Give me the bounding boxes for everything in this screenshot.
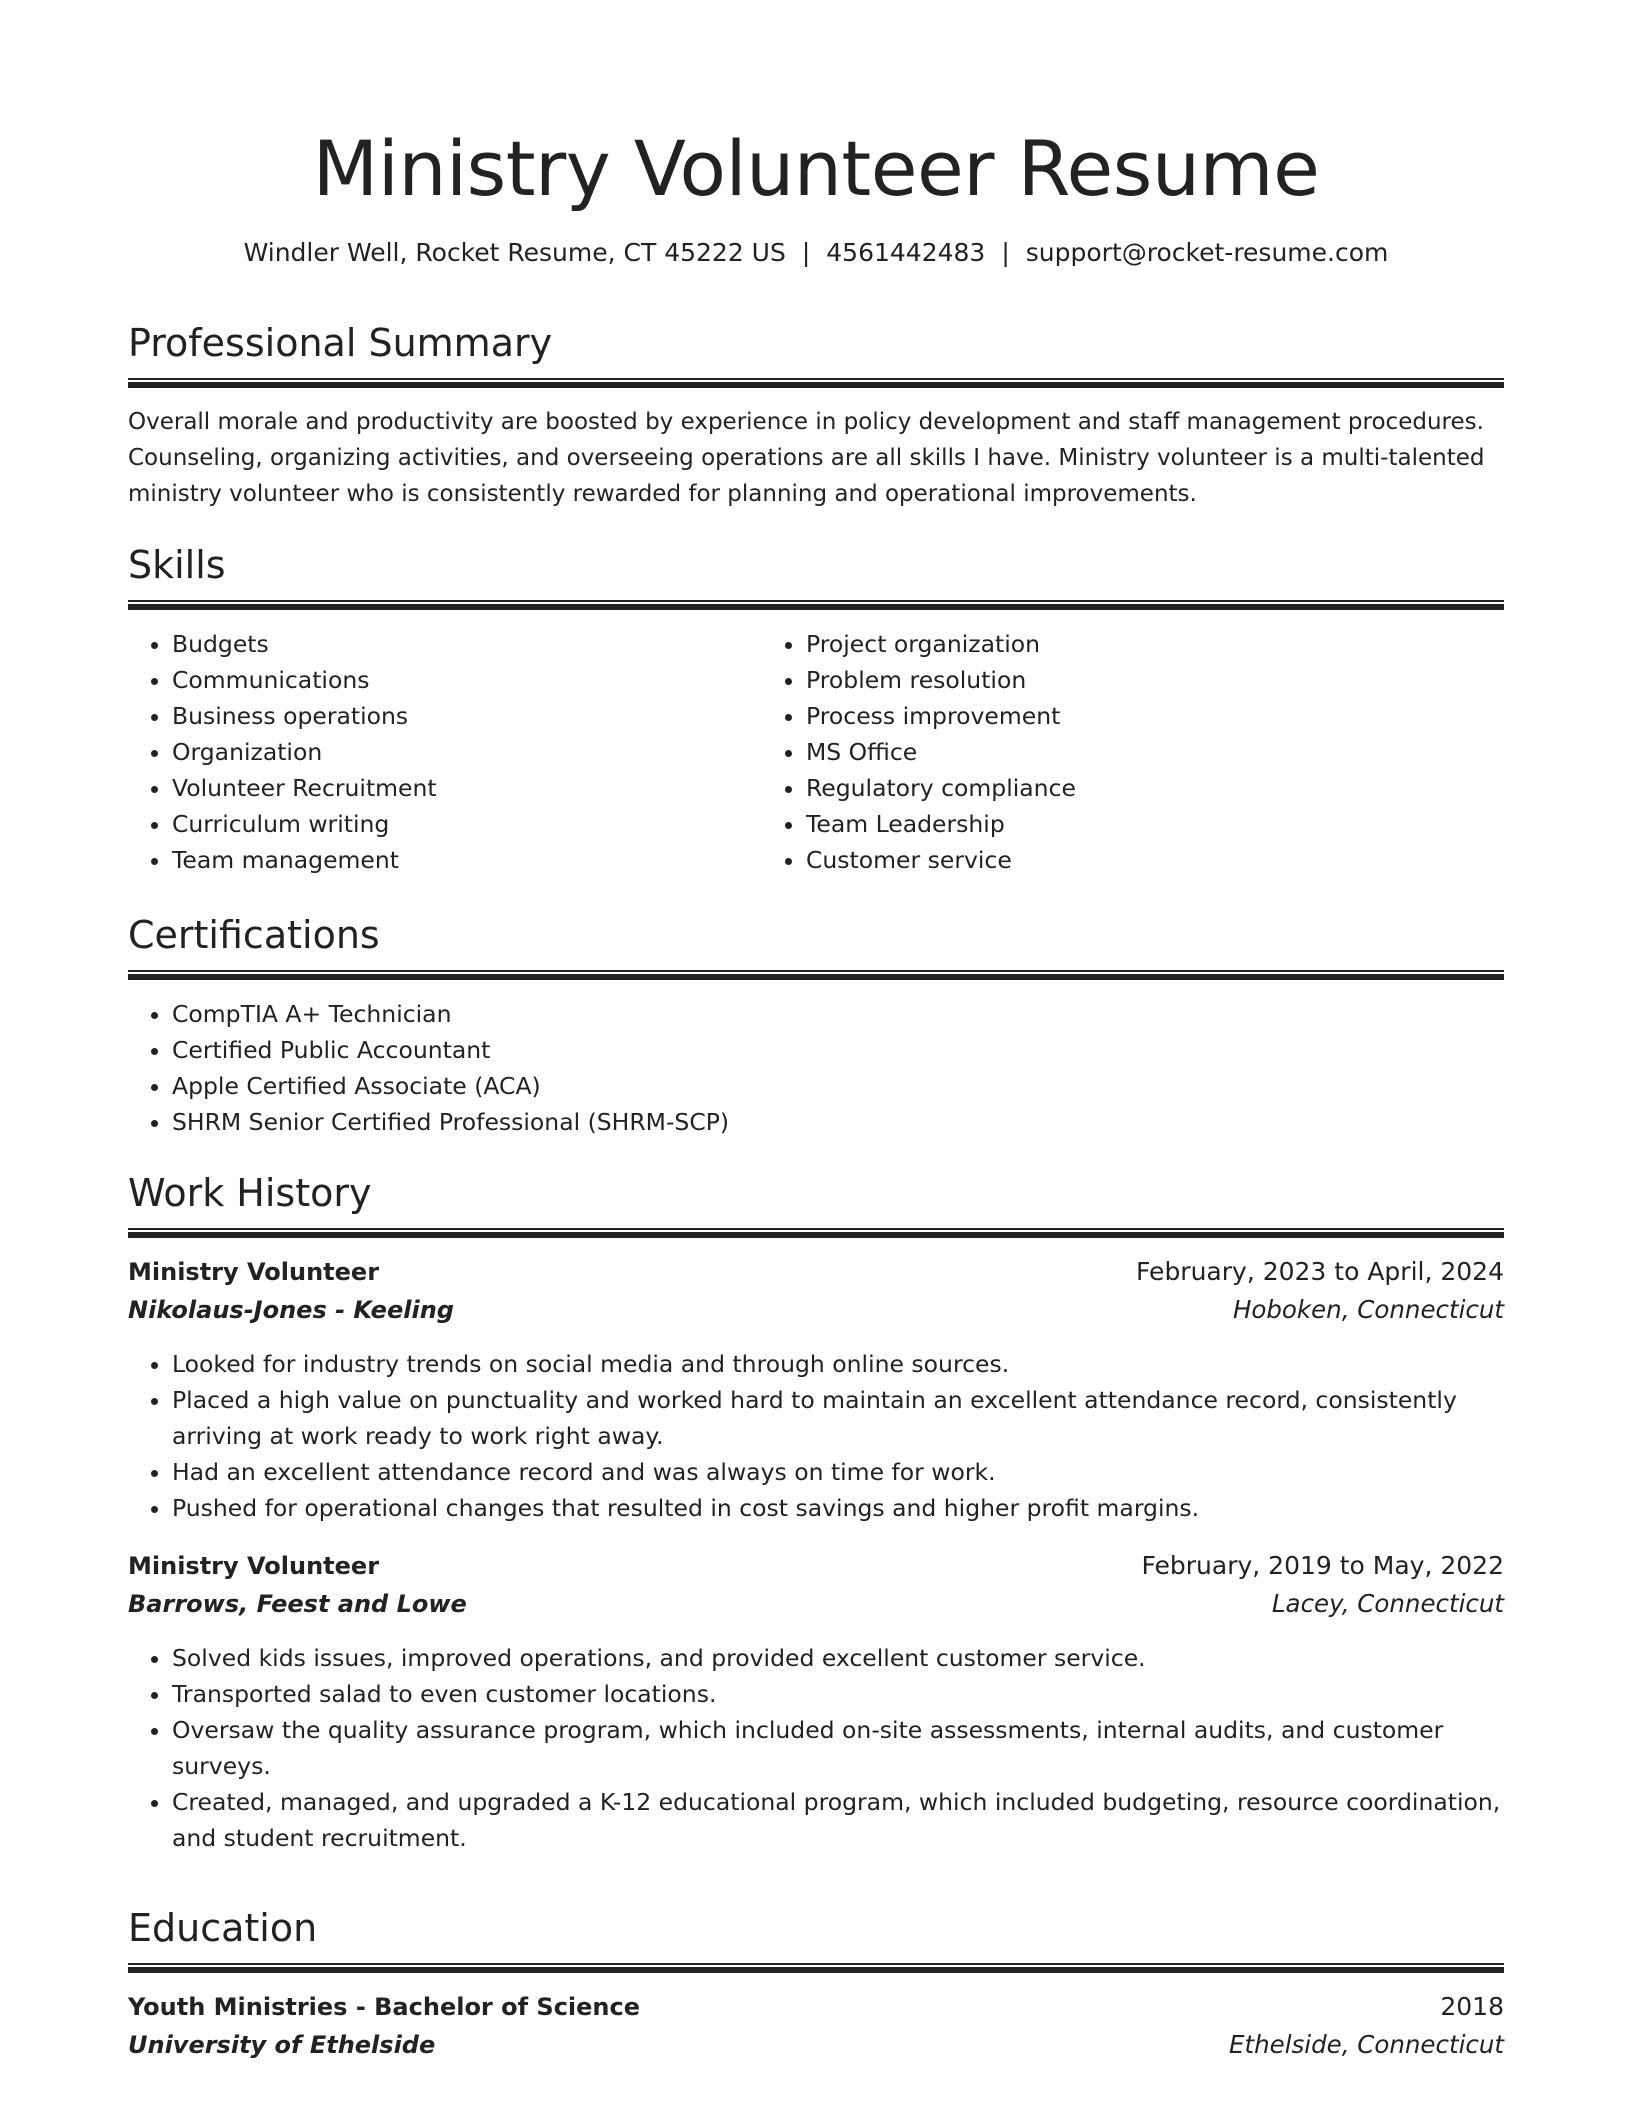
education-school: University of Ethelside [128, 2031, 436, 2059]
education-location: Ethelside, Connecticut [1229, 2030, 1504, 2059]
section-heading-work-history: Work History [128, 1171, 372, 1215]
job-bullet: • Had an excellent attendance record and was always on time for work. [172, 1454, 1504, 1490]
certification-item: • CompTIA A+ Technician [172, 996, 1504, 1032]
section-divider [128, 970, 1504, 980]
skill-item: • Process improvement [806, 698, 1460, 734]
job-title: Ministry Volunteer [128, 1552, 380, 1580]
job-title: Ministry Volunteer [128, 1258, 380, 1286]
contact-address: Windler Well, Rocket Resume, CT 45222 US [243, 238, 786, 267]
job-header-row [128, 1254, 1504, 1290]
skill-item: • Problem resolution [806, 662, 1460, 698]
job-bullets [128, 1640, 1504, 1856]
skill-item: • Communications [172, 662, 762, 698]
job-bullet: • Looked for industry trends on social media and through online sources. [172, 1346, 1504, 1382]
education-degree: Youth Ministries - Bachelor of Science [128, 1993, 641, 2021]
education-header-row [128, 1989, 1504, 2025]
skills-list-left [128, 626, 762, 878]
job-bullet: • Solved kids issues, improved operations, and provided excellent customer service. [172, 1640, 1504, 1676]
skill-item: • Volunteer Recruitment [172, 770, 762, 806]
job-bullet: • Created, managed, and upgraded a K-12 educational program, which included budgeting, resource coordination, and student recruitment. [172, 1784, 1504, 1856]
skill-item: • Budgets [172, 626, 762, 662]
section-divider [128, 1228, 1504, 1238]
job-company-row [128, 1290, 1504, 1330]
contact-phone: 4561442483 [826, 238, 986, 267]
job-dates: February, 2019 to May, 2022 [1141, 1551, 1504, 1580]
education-section [128, 1903, 1504, 2065]
resume-title: Ministry Volunteer Resume [312, 124, 1320, 213]
job-company-row [128, 1584, 1504, 1624]
job-bullet: • Pushed for operational changes that resulted in cost savings and higher profit margins. [172, 1490, 1504, 1526]
skills-column-left [128, 626, 762, 878]
skill-item: • Curriculum writing [172, 806, 762, 842]
certifications-section [128, 910, 1504, 1140]
job-bullets [128, 1346, 1504, 1526]
job-location: Lacey, Connecticut [1271, 1589, 1504, 1618]
job-bullet: • Placed a high value on punctuality and worked hard to maintain an excellent attendance record, consistently arriving at work ready to work right away. [172, 1382, 1504, 1454]
education-school-row [128, 2025, 1504, 2065]
section-divider [128, 1963, 1504, 1973]
skill-item: • Team management [172, 842, 762, 878]
professional-summary-section [128, 318, 1504, 512]
job-bullet: • Transported salad to even customer locations. [172, 1676, 1504, 1712]
section-divider [128, 378, 1504, 388]
contact-separator: | [801, 238, 811, 267]
job-entry [128, 1548, 1504, 1856]
certification-item: • Certified Public Accountant [172, 1032, 1504, 1068]
skill-item: • Business operations [172, 698, 762, 734]
skills-section [128, 540, 1504, 878]
job-header-row [128, 1548, 1504, 1584]
section-heading-skills: Skills [128, 543, 226, 587]
section-heading-professional-summary: Professional Summary [128, 321, 553, 365]
skills-list-right [762, 626, 1460, 878]
contact-line [128, 236, 1504, 270]
certification-item: • SHRM Senior Certified Professional (SHRM-SCP) [172, 1104, 1504, 1140]
section-divider [128, 600, 1504, 610]
education-year: 2018 [1440, 1992, 1504, 2021]
skills-columns [128, 626, 1504, 878]
skill-item: • Customer service [806, 842, 1460, 878]
skills-column-right [762, 626, 1460, 878]
job-company: Nikolaus-Jones - Keeling [128, 1296, 454, 1324]
skill-item: • MS Office [806, 734, 1460, 770]
skill-item: • Organization [172, 734, 762, 770]
contact-separator: | [1001, 238, 1010, 267]
job-location: Hoboken, Connecticut [1232, 1295, 1504, 1324]
education-entry [128, 1989, 1504, 2065]
resume-page [128, 0, 1504, 2059]
job-dates: February, 2023 to April, 2024 [1136, 1257, 1504, 1286]
summary-text: Overall morale and productivity are boosted by experience in policy development and staff management procedures. Counseling, organizing activities, and overseeing operations are all skills I have. Ministry volunteer is a multi-talented ministry volunteer who is consistently rewarded for planning and operational improvements. [128, 409, 1485, 507]
job-entry [128, 1254, 1504, 1526]
job-bullet: • Oversaw the quality assurance program, which included on-site assessments, internal audits, and customer surveys. [172, 1712, 1504, 1784]
certifications-list [128, 996, 1504, 1140]
contact-email: support@rocket-resume.com [1025, 238, 1389, 267]
work-history-section [128, 1168, 1504, 1856]
certification-item: • Apple Certified Associate (ACA) [172, 1068, 1504, 1104]
section-heading-certifications: Certifications [128, 913, 380, 957]
section-heading-education: Education [128, 1906, 318, 1950]
skill-item: • Project organization [806, 626, 1460, 662]
skill-item: • Team Leadership [806, 806, 1460, 842]
job-company: Barrows, Feest and Lowe [128, 1590, 467, 1618]
skill-item: • Regulatory compliance [806, 770, 1460, 806]
